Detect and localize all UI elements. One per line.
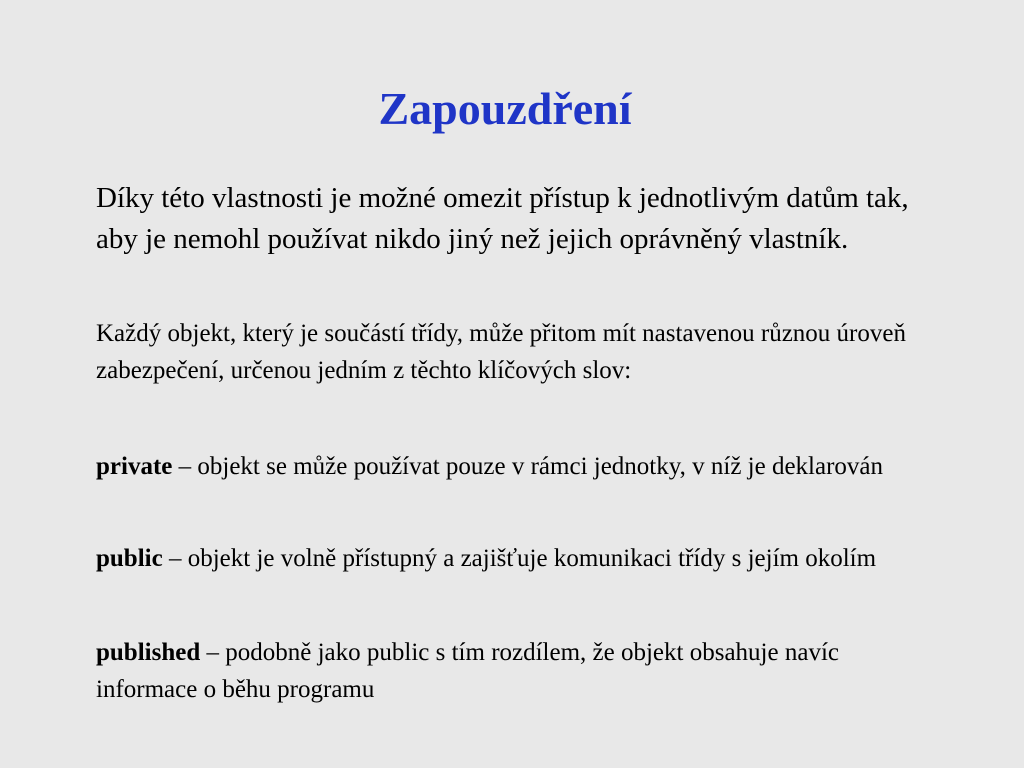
intro-paragraph: Díky této vlastnosti je možné omezit přístup k jednotlivým datům tak, aby je nemohl používat nikdo jiný než jejich oprávněný vlastník. <box>96 182 909 255</box>
definition-published <box>96 634 936 708</box>
slide-title: Zapouzdření <box>378 83 632 134</box>
definition-term: private <box>96 453 173 480</box>
definition-term: public <box>96 545 163 572</box>
keywords-paragraph: Každý objekt, který je součástí třídy, může přitom mít nastavenou různou úroveň zabezpečení, určenou jedním z těchto klíčových slov: <box>96 320 906 384</box>
definition-text: – objekt je volně přístupný a zajišťuje komunikaci třídy s jejím okolím <box>162 545 877 572</box>
definition-text: – objekt se může používat pouze v rámci jednotky, v níž je deklarován <box>172 453 884 480</box>
definition-private <box>96 448 936 485</box>
definition-text: – podobně jako public s tím rozdílem, že objekt obsahuje navíc informace o běhu programu <box>96 639 839 703</box>
definition-term: published <box>96 639 201 666</box>
definition-public <box>96 540 936 577</box>
